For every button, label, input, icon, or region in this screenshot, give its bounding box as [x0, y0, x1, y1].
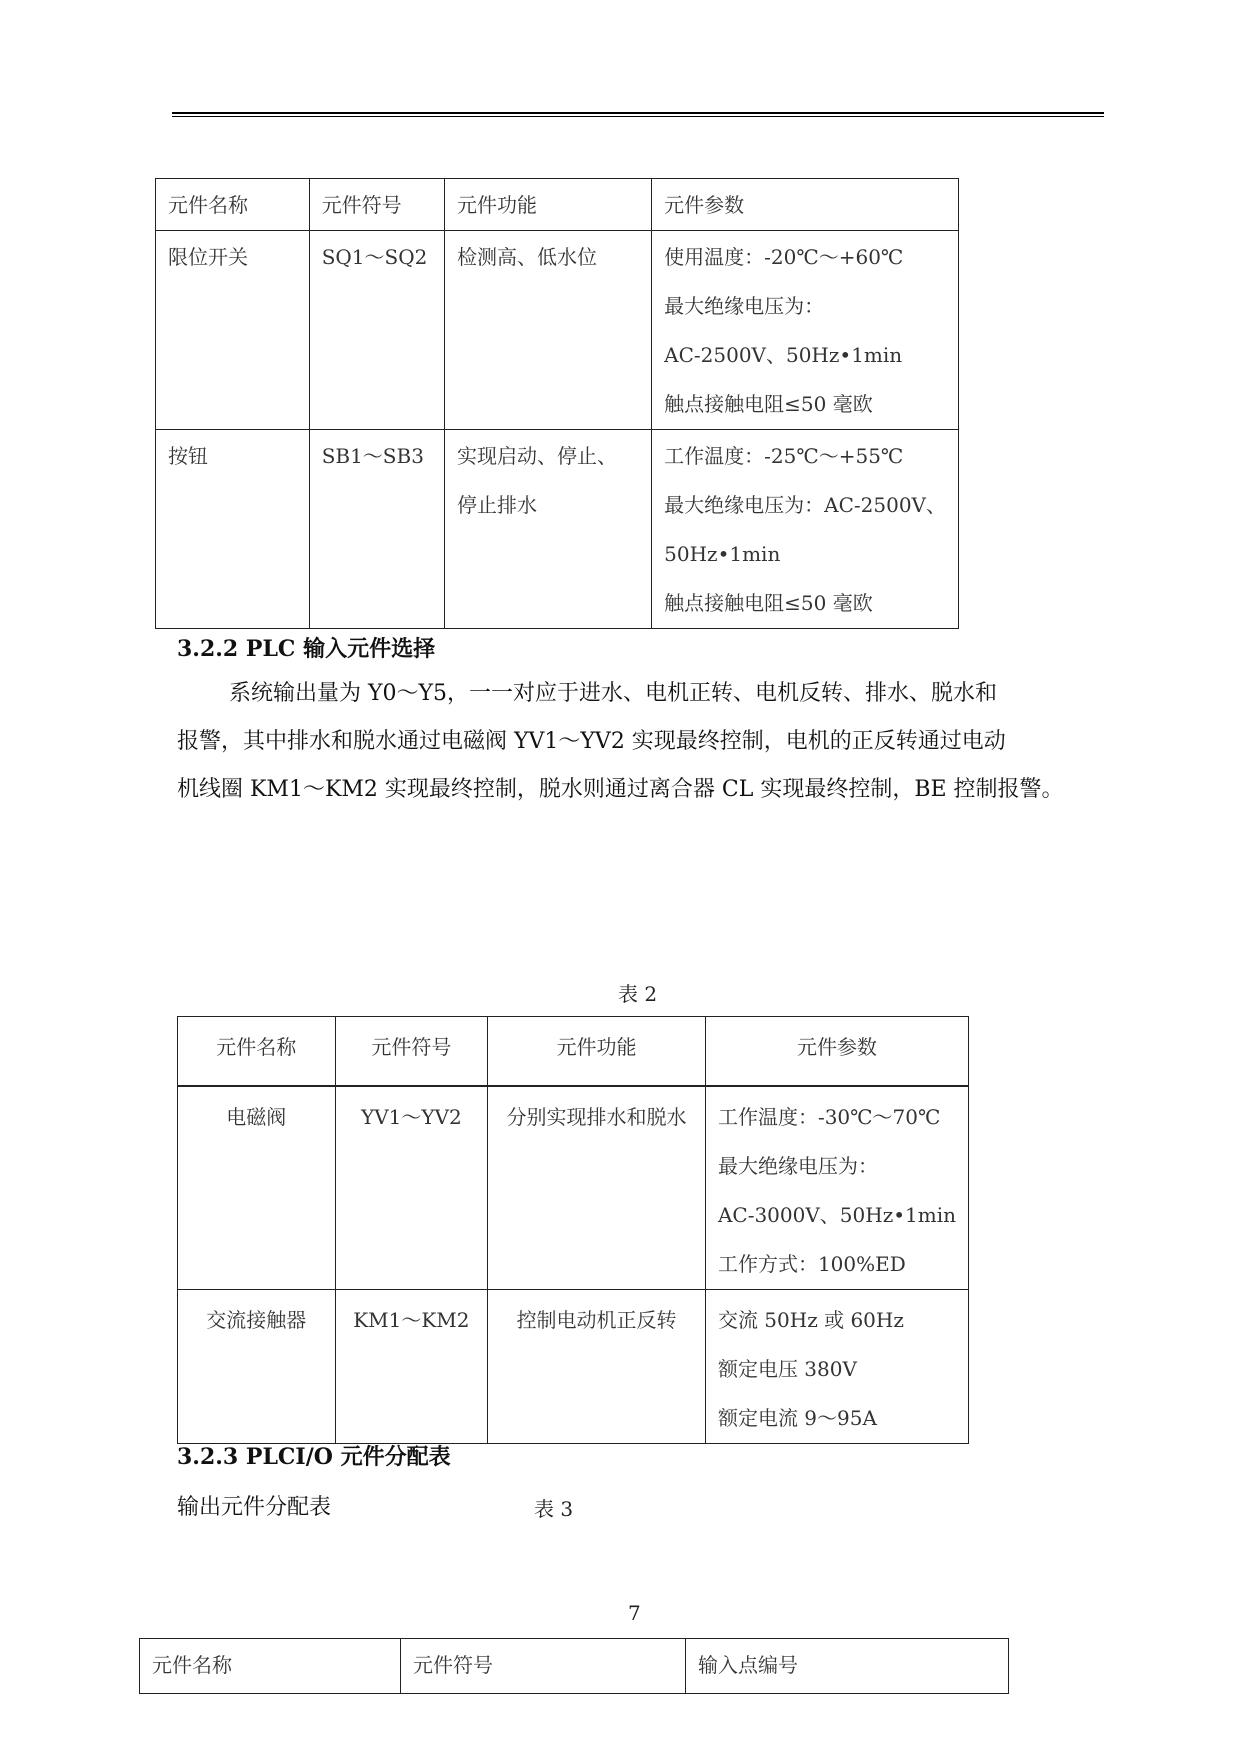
header-cell: 元件参数 — [705, 1017, 968, 1087]
component-symbol: SB1～SB3 — [309, 430, 444, 629]
param-line: 最大绝缘电压为：AC-2500V、 — [664, 493, 946, 517]
component-symbol: SQ1～SQ2 — [309, 231, 444, 430]
io-allocation-table — [139, 1638, 1009, 1694]
component-params — [705, 1086, 968, 1290]
param-line: AC-2500V、50Hz•1min — [664, 343, 903, 367]
header-rule-thin — [172, 116, 1104, 117]
header-cell: 元件符号 — [309, 179, 444, 231]
table-row — [156, 231, 959, 430]
table-row — [178, 1290, 969, 1444]
function-line: 检测高、低水位 — [457, 245, 597, 269]
header-cell: 元件符号 — [335, 1017, 488, 1087]
component-function — [445, 231, 652, 430]
param-line: 额定电流 9～95A — [717, 1406, 877, 1430]
param-line: 触点接触电阻≤50 毫欧 — [664, 591, 873, 615]
param-line: AC-3000V、50Hz•1min — [717, 1203, 956, 1227]
param-line: 50Hz•1min — [664, 542, 781, 566]
input-components-table — [155, 178, 959, 629]
page-number: 7 — [628, 1601, 641, 1625]
table-label: 输出元件分配表 — [177, 1495, 332, 1520]
table-caption: 表 2 — [618, 982, 658, 1006]
component-function: 控制电动机正反转 — [488, 1290, 706, 1444]
component-name: 电磁阀 — [178, 1086, 336, 1290]
table-header-row — [156, 179, 959, 231]
function-line: 实现启动、停止、 — [457, 444, 617, 468]
paragraph-line: 系统输出量为 Y0～Y5，一一对应于进水、电机正转、电机反转、排水、脱水和 — [229, 681, 998, 706]
param-line: 最大绝缘电压为： — [717, 1154, 878, 1178]
header-cell: 元件名称 — [140, 1639, 401, 1694]
param-line: 最大绝缘电压为： — [664, 294, 825, 318]
component-function — [445, 430, 652, 629]
function-line: 停止排水 — [457, 493, 537, 517]
param-line: 额定电压 380V — [717, 1357, 857, 1381]
header-cell: 输入点编号 — [686, 1639, 1009, 1694]
component-name: 限位开关 — [156, 231, 310, 430]
table-caption: 表 3 — [534, 1497, 574, 1521]
header-cell: 元件功能 — [445, 179, 652, 231]
section-heading: 3.2.2 PLC 输入元件选择 — [177, 636, 436, 662]
param-line: 使用温度：-20℃～+60℃ — [664, 245, 904, 269]
output-components-table — [177, 1016, 969, 1444]
header-cell: 元件名称 — [156, 179, 310, 231]
param-line: 工作方式：100%ED — [717, 1252, 906, 1276]
header-cell: 元件功能 — [488, 1017, 706, 1087]
param-line: 工作温度：-30℃～70℃ — [717, 1105, 941, 1129]
component-name: 按钮 — [156, 430, 310, 629]
component-params — [705, 1290, 968, 1444]
table-header-row — [178, 1017, 969, 1087]
section-heading: 3.2.3 PLCI/O 元件分配表 — [177, 1444, 451, 1470]
component-name: 交流接触器 — [178, 1290, 336, 1444]
param-line: 交流 50Hz 或 60Hz — [717, 1308, 904, 1332]
table-row — [178, 1086, 969, 1290]
component-params — [652, 430, 959, 629]
table-row — [156, 430, 959, 629]
header-cell: 元件名称 — [178, 1017, 336, 1087]
param-line: 工作温度：-25℃～+55℃ — [664, 444, 904, 468]
component-params — [652, 231, 959, 430]
component-function: 分别实现排水和脱水 — [488, 1086, 706, 1290]
header-rule-thick — [172, 112, 1104, 114]
component-symbol: KM1～KM2 — [335, 1290, 488, 1444]
paragraph-line: 报警，其中排水和脱水通过电磁阀 YV1～YV2 实现最终控制，电机的正反转通过电动 — [177, 729, 1006, 754]
table-header-row — [140, 1639, 1009, 1694]
param-line: 触点接触电阻≤50 毫欧 — [664, 392, 873, 416]
body-paragraph — [177, 670, 1102, 814]
paragraph-line: 机线圈 KM1～KM2 实现最终控制，脱水则通过离合器 CL 实现最终控制，BE 控制报警。 — [177, 777, 1064, 802]
header-cell: 元件符号 — [401, 1639, 686, 1694]
component-symbol: YV1～YV2 — [335, 1086, 488, 1290]
header-cell: 元件参数 — [652, 179, 959, 231]
